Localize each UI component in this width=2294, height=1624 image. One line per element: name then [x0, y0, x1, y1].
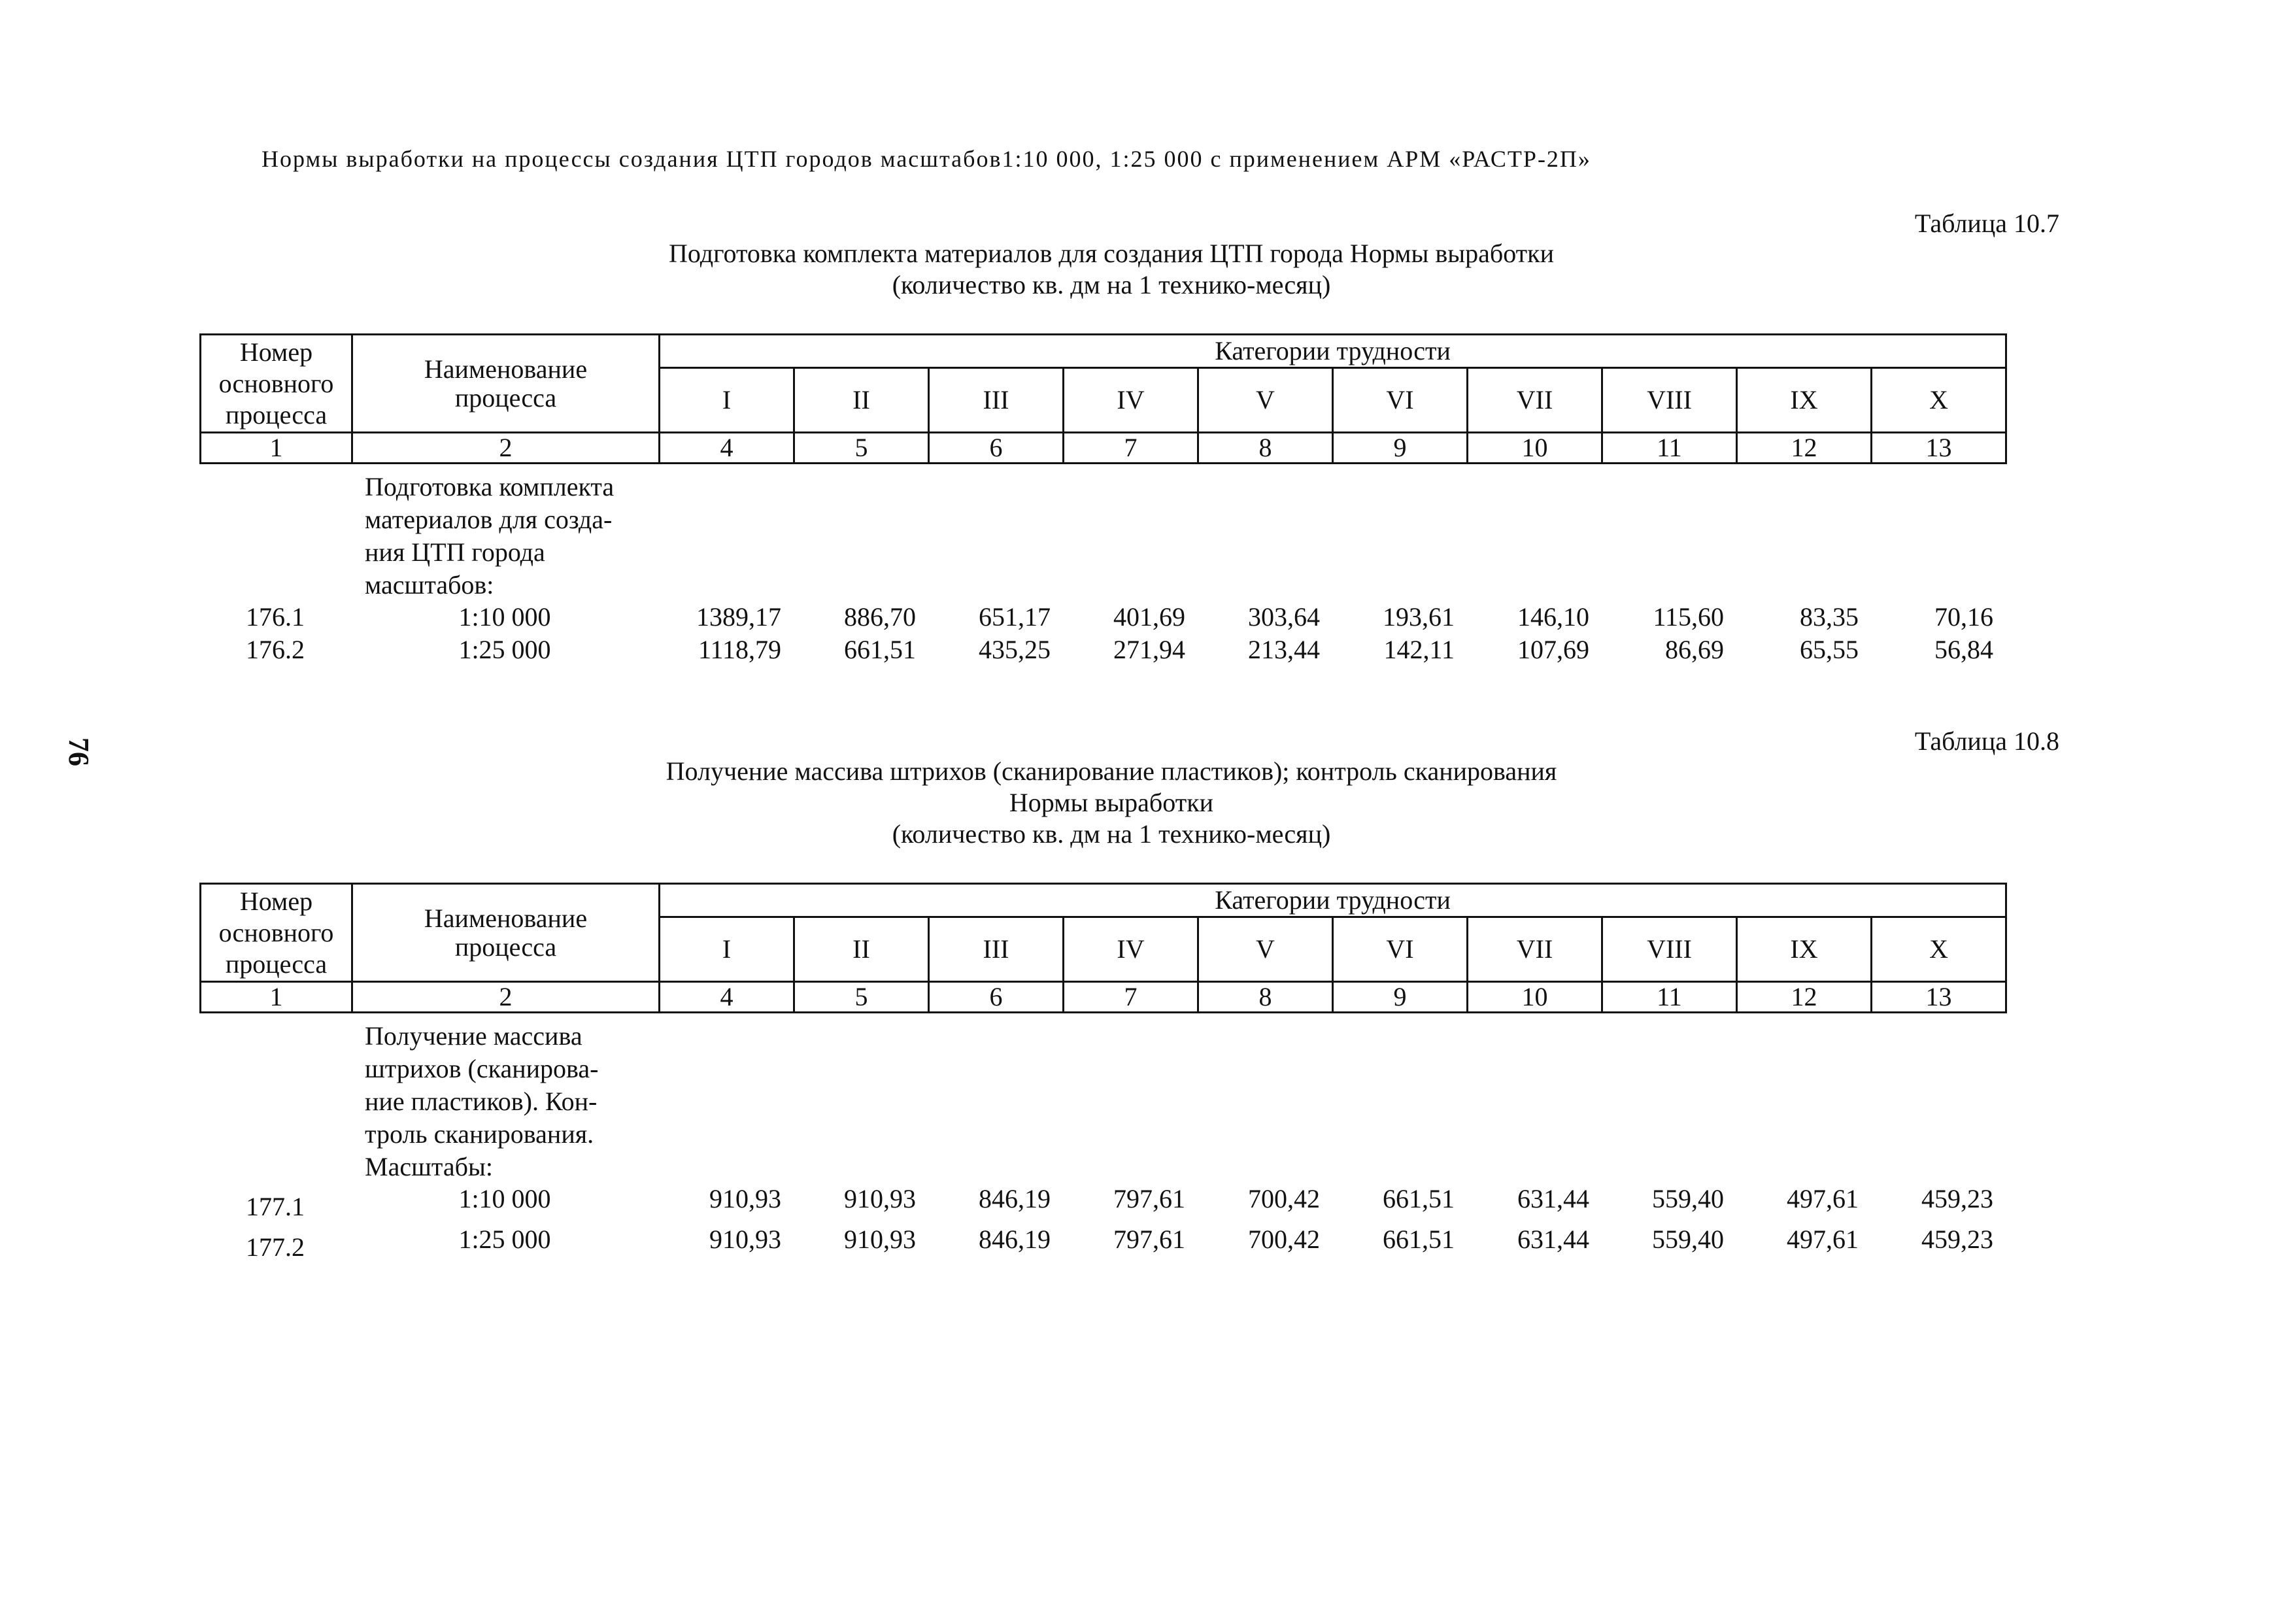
value-cell: 65,55	[1800, 635, 1859, 664]
value-cell: 1389,17	[696, 602, 781, 632]
category-header: II	[794, 368, 929, 433]
column-number: 9	[1333, 982, 1468, 1013]
process-code: 176.1	[246, 602, 305, 632]
col-name-header: Наименование процесса	[352, 335, 660, 433]
column-number: 7	[1064, 433, 1198, 464]
value-cell: 631,44	[1517, 1225, 1589, 1254]
category-header: VIII	[1602, 368, 1737, 433]
category-header: V	[1198, 368, 1333, 433]
value-cell: 910,93	[844, 1225, 916, 1254]
process-name: Получение массива штрихов (сканирова- ние пластиков). Кон- троль сканирования. Масштабы:	[365, 1021, 599, 1181]
value-cell: 107,69	[1517, 635, 1589, 664]
category-header: III	[929, 917, 1064, 982]
category-header: IX	[1737, 917, 1872, 982]
scale-label: 1:25 000	[458, 1225, 551, 1254]
value-cell: 497,61	[1787, 1184, 1859, 1213]
value-cell: 651,17	[979, 602, 1051, 632]
value-cell: 846,19	[979, 1225, 1051, 1254]
value-cell: 146,10	[1517, 602, 1589, 632]
category-header: I	[660, 368, 794, 433]
column-number: 1	[201, 982, 352, 1013]
col-number-header: Номер основного процесса	[201, 335, 352, 433]
column-number: 10	[1468, 982, 1602, 1013]
process-code: 177.2	[246, 1232, 305, 1262]
value-cell: 435,25	[979, 635, 1051, 664]
categories-header: Категории трудности	[660, 884, 2006, 917]
value-cell: 559,40	[1652, 1225, 1724, 1254]
column-number: 6	[929, 433, 1064, 464]
category-header: IV	[1064, 368, 1198, 433]
category-header: VII	[1468, 368, 1602, 433]
categories-header: Категории трудности	[660, 335, 2006, 368]
table-row	[199, 601, 2004, 634]
column-number: 8	[1198, 433, 1333, 464]
process-code: 176.2	[246, 635, 305, 664]
value-cell: 142,11	[1383, 635, 1455, 664]
value-cell: 497,61	[1787, 1225, 1859, 1254]
value-cell: 70,16	[1934, 602, 1993, 632]
col-number-header: Номер основного процесса	[201, 884, 352, 982]
column-number: 5	[794, 433, 929, 464]
value-cell: 910,93	[709, 1184, 781, 1213]
category-header: VII	[1468, 917, 1602, 982]
table-header-grid	[199, 883, 2007, 1013]
table-title	[536, 756, 1687, 850]
category-header: VIII	[1602, 917, 1737, 982]
column-number: 7	[1064, 982, 1198, 1013]
value-cell: 271,94	[1113, 635, 1185, 664]
table-label: Таблица 10.7	[1914, 209, 2059, 238]
value-cell: 700,42	[1248, 1184, 1320, 1213]
column-number: 6	[929, 982, 1064, 1013]
category-header: VI	[1333, 917, 1468, 982]
value-cell: 1118,79	[698, 635, 781, 664]
process-name: Подготовка комплекта материалов для созда- ния ЦТП города масштабов:	[365, 472, 615, 600]
category-header: I	[660, 917, 794, 982]
column-number: 11	[1602, 433, 1737, 464]
column-number: 5	[794, 982, 929, 1013]
table-title-line: Подготовка комплекта материалов для создания ЦТП города Нормы выработки	[668, 239, 1554, 268]
table-header-grid	[199, 333, 2007, 464]
column-number: 10	[1468, 433, 1602, 464]
value-cell: 56,84	[1934, 635, 1993, 664]
value-cell: 83,35	[1800, 602, 1859, 632]
scale-label: 1:10 000	[458, 1184, 551, 1213]
category-header: II	[794, 917, 929, 982]
page-header: Нормы выработки на процессы создания ЦТП городов масштабов1:10 000, 1:25 000 с применением АРМ «РАСТР-2П»	[261, 146, 1591, 172]
column-number: 2	[352, 982, 660, 1013]
value-cell: 459,23	[1921, 1184, 1993, 1213]
scale-label: 1:10 000	[458, 602, 551, 632]
column-number: 12	[1737, 433, 1872, 464]
table-row	[199, 634, 2004, 667]
value-cell: 401,69	[1113, 602, 1185, 632]
column-number: 8	[1198, 982, 1333, 1013]
column-number: 4	[660, 982, 794, 1013]
column-number: 1	[201, 433, 352, 464]
process-code: 177.1	[246, 1192, 305, 1221]
value-cell: 303,64	[1248, 602, 1320, 632]
value-cell: 886,70	[844, 602, 916, 632]
value-cell: 631,44	[1517, 1184, 1589, 1213]
value-cell: 661,51	[844, 635, 916, 664]
column-number: 13	[1872, 433, 2006, 464]
table-title-line: Получение массива штрихов (сканирование пластиков); контроль сканирования	[666, 756, 1557, 786]
col-name-header: Наименование процесса	[352, 884, 660, 982]
category-header: X	[1872, 368, 2006, 433]
table-title-line: Нормы выработки	[1009, 788, 1214, 817]
category-header: X	[1872, 917, 2006, 982]
category-header: IV	[1064, 917, 1198, 982]
value-cell: 459,23	[1921, 1225, 1993, 1254]
category-header: IX	[1737, 368, 1872, 433]
value-cell: 661,51	[1383, 1225, 1455, 1254]
category-header: III	[929, 368, 1064, 433]
column-number: 2	[352, 433, 660, 464]
value-cell: 193,61	[1383, 602, 1455, 632]
value-cell: 797,61	[1113, 1225, 1185, 1254]
value-cell: 910,93	[709, 1225, 781, 1254]
category-header: V	[1198, 917, 1333, 982]
value-cell: 213,44	[1248, 635, 1320, 664]
value-cell: 910,93	[844, 1184, 916, 1213]
value-cell: 846,19	[979, 1184, 1051, 1213]
value-cell: 559,40	[1652, 1184, 1724, 1213]
scale-label: 1:25 000	[458, 635, 551, 664]
table-title-line: (количество кв. дм на 1 технико-месяц)	[892, 819, 1331, 849]
column-number: 11	[1602, 982, 1737, 1013]
value-cell: 115,60	[1653, 602, 1724, 632]
value-cell: 700,42	[1248, 1225, 1320, 1254]
table-row	[199, 1224, 2004, 1262]
column-number: 13	[1872, 982, 2006, 1013]
table-title-line: (количество кв. дм на 1 технико-месяц)	[892, 270, 1331, 299]
page-number: 76	[63, 737, 95, 766]
category-header: VI	[1333, 368, 1468, 433]
table-label: Таблица 10.8	[1914, 726, 2059, 756]
column-number: 12	[1737, 982, 1872, 1013]
value-cell: 661,51	[1383, 1184, 1455, 1213]
column-number: 4	[660, 433, 794, 464]
table-row	[199, 1183, 2004, 1221]
value-cell: 797,61	[1113, 1184, 1185, 1213]
table-title	[536, 238, 1687, 301]
value-cell: 86,69	[1665, 635, 1724, 664]
column-number: 9	[1333, 433, 1468, 464]
